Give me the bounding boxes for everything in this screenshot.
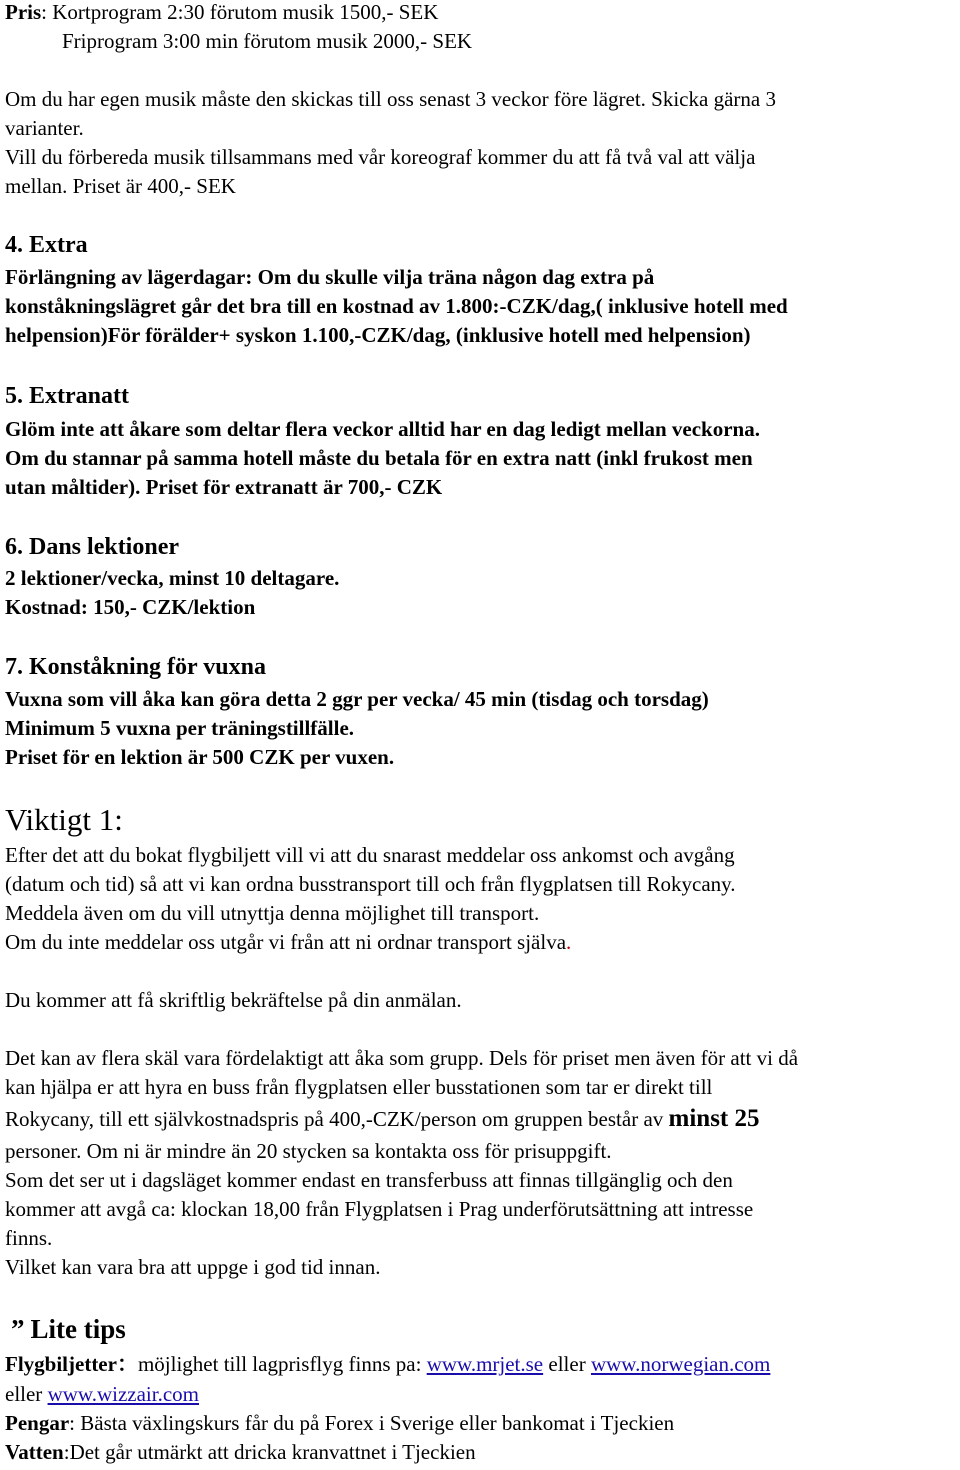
- flyg-text: möjlighet till lagprisflyg finns pa:: [137, 1352, 427, 1376]
- group-line: kommer att avgå ca: klockan 18,00 från Flygplatsen i Prag underförutsättning att intresse: [5, 1197, 754, 1221]
- pengar-line: [5, 1408, 674, 1438]
- extra-line: konståkningslägret går det bra till en kostnad av 1.800:-CZK/dag,( inklusive hotell med: [5, 294, 788, 318]
- group-line: [5, 1104, 760, 1134]
- dans-line: Kostnad: 150,- CZK/lektion: [5, 595, 256, 619]
- flyg-line: [5, 1349, 770, 1379]
- tips-heading: [5, 1312, 126, 1346]
- viktigt-heading: Viktigt 1:: [5, 802, 123, 837]
- extra-line: helpension)För förälder+ syskon 1.100,-CZK/dag, (inklusive hotell med helpension): [5, 323, 751, 347]
- section-heading-dans: 6. Dans lektioner: [5, 534, 179, 560]
- viktigt-line: Meddela även om du vill utnyttja denna möjlighet till transport.: [5, 901, 540, 925]
- section-heading-vuxna: 7. Konståkning för vuxna: [5, 654, 266, 680]
- group-line: Det kan av flera skäl vara fördelaktigt att åka som grupp. Dels för priset men även för att vi då: [5, 1046, 799, 1070]
- group-line: kan hjälpa er att hyra en buss från flygplatsen eller busstationen som tar er direkt till: [5, 1075, 713, 1099]
- link-wizzair[interactable]: www.wizzair.com: [47, 1382, 199, 1406]
- dans-line: 2 lektioner/vecka, minst 10 deltagare.: [5, 566, 340, 590]
- section-heading-extra: 4. Extra: [5, 232, 88, 258]
- pris-line-1: [5, 0, 438, 27]
- vatten-label: Vatten: [5, 1440, 64, 1464]
- group-line: Som det ser ut i dagsläget kommer endast en transferbuss att finnas tillgänglig och den: [5, 1168, 733, 1192]
- musik-line: varianter.: [5, 116, 84, 140]
- vatten-line: [5, 1437, 476, 1467]
- pris-label: Pris: [5, 0, 42, 24]
- group-line: personer. Om ni är mindre än 20 stycken sa kontakta oss för prisuppgift.: [5, 1139, 612, 1163]
- extranatt-line: Glöm inte att åkare som deltar flera veckor alltid har en dag ledigt mellan veckorna.: [5, 417, 760, 441]
- link-norwegian[interactable]: www.norwegian.com: [590, 1352, 771, 1376]
- quote-mark: ”: [11, 1314, 25, 1344]
- link-mrjet[interactable]: www.mrjet.se: [426, 1352, 544, 1376]
- vuxna-line: Minimum 5 vuxna per träningstillfälle.: [5, 716, 355, 740]
- musik-line: Om du har egen musik måste den skickas till oss senast 3 veckor före lägret. Skicka gärna 3: [5, 87, 776, 111]
- pris-text: : Kortprogram 2:30 förutom musik 1500,- SEK: [41, 0, 439, 24]
- extranatt-line: Om du stannar på samma hotell måste du betala för en extra natt (inkl frukost men: [5, 446, 753, 470]
- flyg-line-2: [5, 1379, 199, 1409]
- group-line-text: Rokycany, till ett självkostnadspris på 400,-CZK/person om gruppen består av: [5, 1107, 669, 1131]
- flyg-colon: ：: [116, 1352, 138, 1376]
- pengar-text: : Bästa växlingskurs får du på Forex i Sverige eller bankomat i Tjeckien: [69, 1411, 675, 1435]
- flyg-label: Flygbiljetter: [5, 1352, 117, 1376]
- extranatt-line: utan måltider). Priset för extranatt är 700,- CZK: [5, 475, 443, 499]
- viktigt-line-text: Om du inte meddelar oss utgår vi från att ni ordnar transport själva: [5, 930, 567, 954]
- eller-text: eller: [5, 1382, 48, 1406]
- viktigt-line: (datum och tid) så att vi kan ordna busstransport till och från flygplatsen till Rokycany.: [5, 872, 736, 896]
- musik-line: Vill du förbereda musik tillsammans med vår koreograf kommer du att få två val att välja: [5, 145, 756, 169]
- eller-text: eller: [543, 1352, 591, 1376]
- musik-line: mellan. Priset är 400,- SEK: [5, 174, 236, 198]
- section-heading-extranatt: 5. Extranatt: [5, 383, 129, 409]
- group-line: Vilket kan vara bra att uppge i god tid innan.: [5, 1255, 381, 1279]
- red-period: .: [566, 930, 572, 954]
- vuxna-line: Vuxna som vill åka kan göra detta 2 ggr per vecka/ 45 min (tisdag och torsdag): [5, 687, 709, 711]
- confirm-line: Du kommer att få skriftlig bekräftelse på din anmälan.: [5, 988, 462, 1012]
- tips-heading-text: Lite tips: [30, 1314, 126, 1344]
- viktigt-line: Efter det att du bokat flygbiljett vill vi att du snarast meddelar oss ankomst och avgång: [5, 843, 735, 867]
- vatten-text: :Det går utmärkt att dricka kranvattnet i Tjeckien: [63, 1440, 476, 1464]
- extra-line: Förlängning av lägerdagar: Om du skulle vilja träna någon dag extra på: [5, 265, 655, 289]
- pris-line-2: Friprogram 3:00 min förutom musik 2000,- SEK: [62, 29, 473, 53]
- vuxna-line: Priset för en lektion är 500 CZK per vuxen.: [5, 745, 395, 769]
- minst-25-emphasis: minst 25: [668, 1105, 760, 1132]
- group-line: finns.: [5, 1226, 53, 1250]
- pengar-label: Pengar: [5, 1411, 70, 1435]
- viktigt-line: [5, 927, 571, 957]
